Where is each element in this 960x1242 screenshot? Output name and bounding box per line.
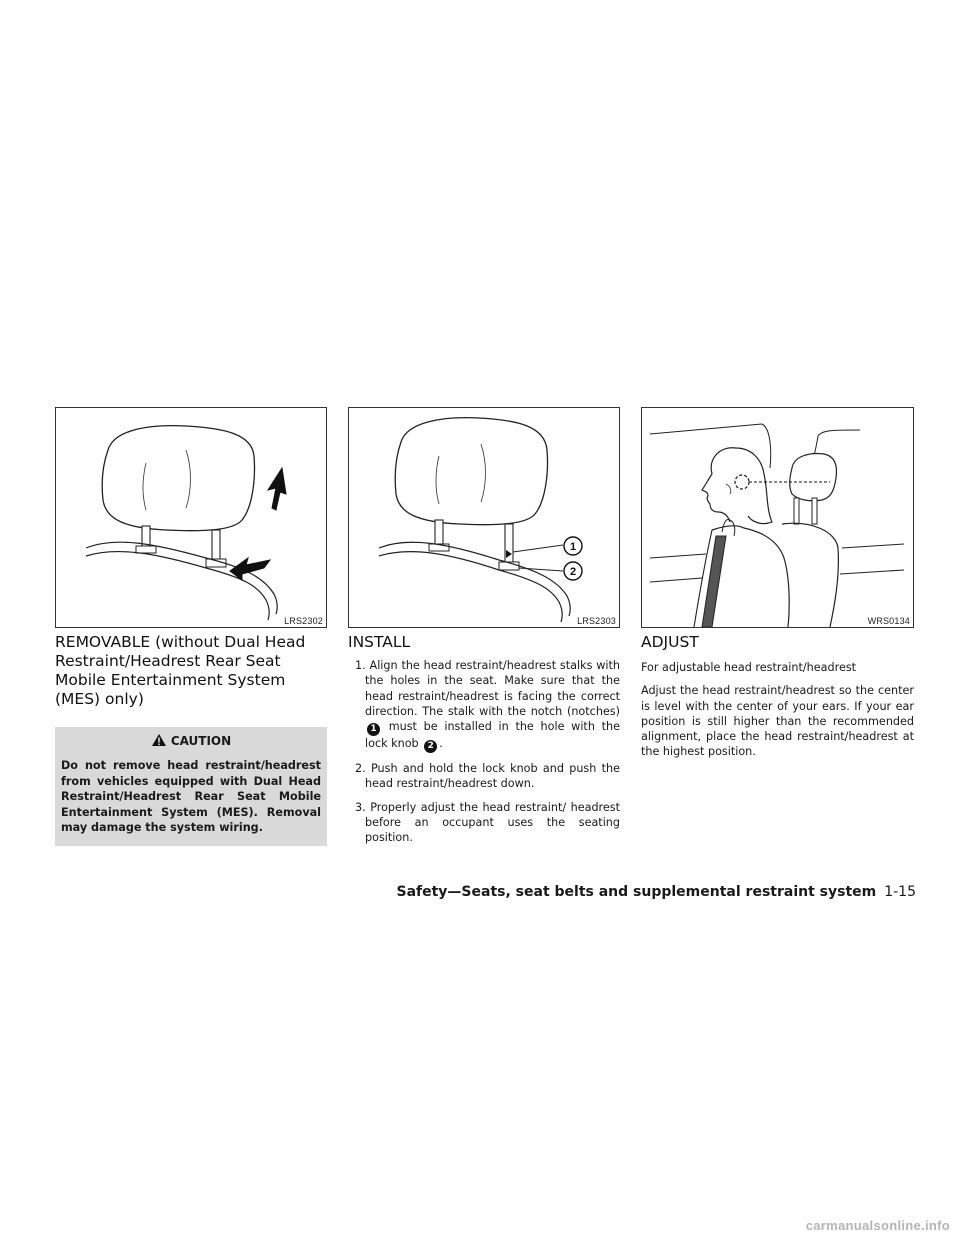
caution-box (55, 727, 327, 846)
step-number: 1. (355, 659, 366, 672)
figure-install-headrest (348, 407, 620, 628)
section-install (348, 633, 620, 854)
step-text: . (439, 737, 443, 751)
page-footer (397, 884, 917, 900)
adjust-heading: ADJUST (641, 633, 699, 651)
caution-text: Do not remove head restraint/headrest from vehicles equipped with Dual Head Restraint/Headrest Rear Seat Mobile Entertainment System (MES). Removal may damage the system wiring. (61, 759, 321, 834)
footer-section-title: Safety—Seats, seat belts and supplemental restraint system (396, 884, 877, 900)
figure-removable-headrest (55, 407, 327, 628)
caution-header (61, 733, 321, 750)
step-text: Push and hold the lock knob and push the head restraint/headrest down. (365, 762, 620, 791)
step-text: must be installed in the hole with the lock knob (365, 720, 620, 751)
step-text: Properly adjust the head restraint/ headrest before an occupant uses the seating position. (365, 800, 620, 845)
step-number: 3. (355, 800, 366, 814)
callout-2-icon: 2 (424, 740, 437, 753)
removable-heading: REMOVABLE (without Dual Head Restraint/Headrest Rear Seat Mobile Entertainment System (MES) only) (55, 633, 306, 708)
list-item (348, 658, 620, 753)
callout-1-icon: 1 (367, 723, 380, 736)
figure-adjust-headrest (641, 407, 914, 628)
warning-icon (151, 733, 167, 750)
headrest-install-illustration (349, 408, 619, 627)
callout-2: 2 (569, 566, 577, 578)
callout-1: 1 (569, 541, 577, 553)
page-number: 1-15 (884, 884, 916, 900)
adjust-text: Adjust the head restraint/headrest so the center is level with the center of your ears. If your ear position is still higher than the recommended alignment, place the head restraint/headrest at the highest position. (641, 684, 914, 759)
list-item (348, 761, 620, 792)
watermark: carmanualsonline.info (805, 1218, 950, 1233)
figure-code: LRS2303 (577, 616, 616, 626)
occupant-headrest-illustration (642, 408, 913, 627)
list-item (348, 800, 620, 846)
section-removable (55, 633, 327, 846)
install-steps (348, 658, 620, 846)
step-text: Align the head restraint/headrest stalks with the holes in the seat. Make sure that the head restraint/headrest is facing the correct direction. The stalk with the notch (notches) (365, 659, 621, 718)
figure-code: WRS0134 (867, 616, 910, 626)
section-adjust (641, 633, 914, 760)
step-number: 2. (355, 762, 366, 776)
figure-code: LRS2302 (284, 616, 323, 626)
install-heading: INSTALL (348, 633, 411, 651)
caution-title: CAUTION (170, 734, 232, 748)
adjust-subheading: For adjustable head restraint/headrest (641, 661, 857, 674)
headrest-remove-illustration (56, 408, 326, 627)
